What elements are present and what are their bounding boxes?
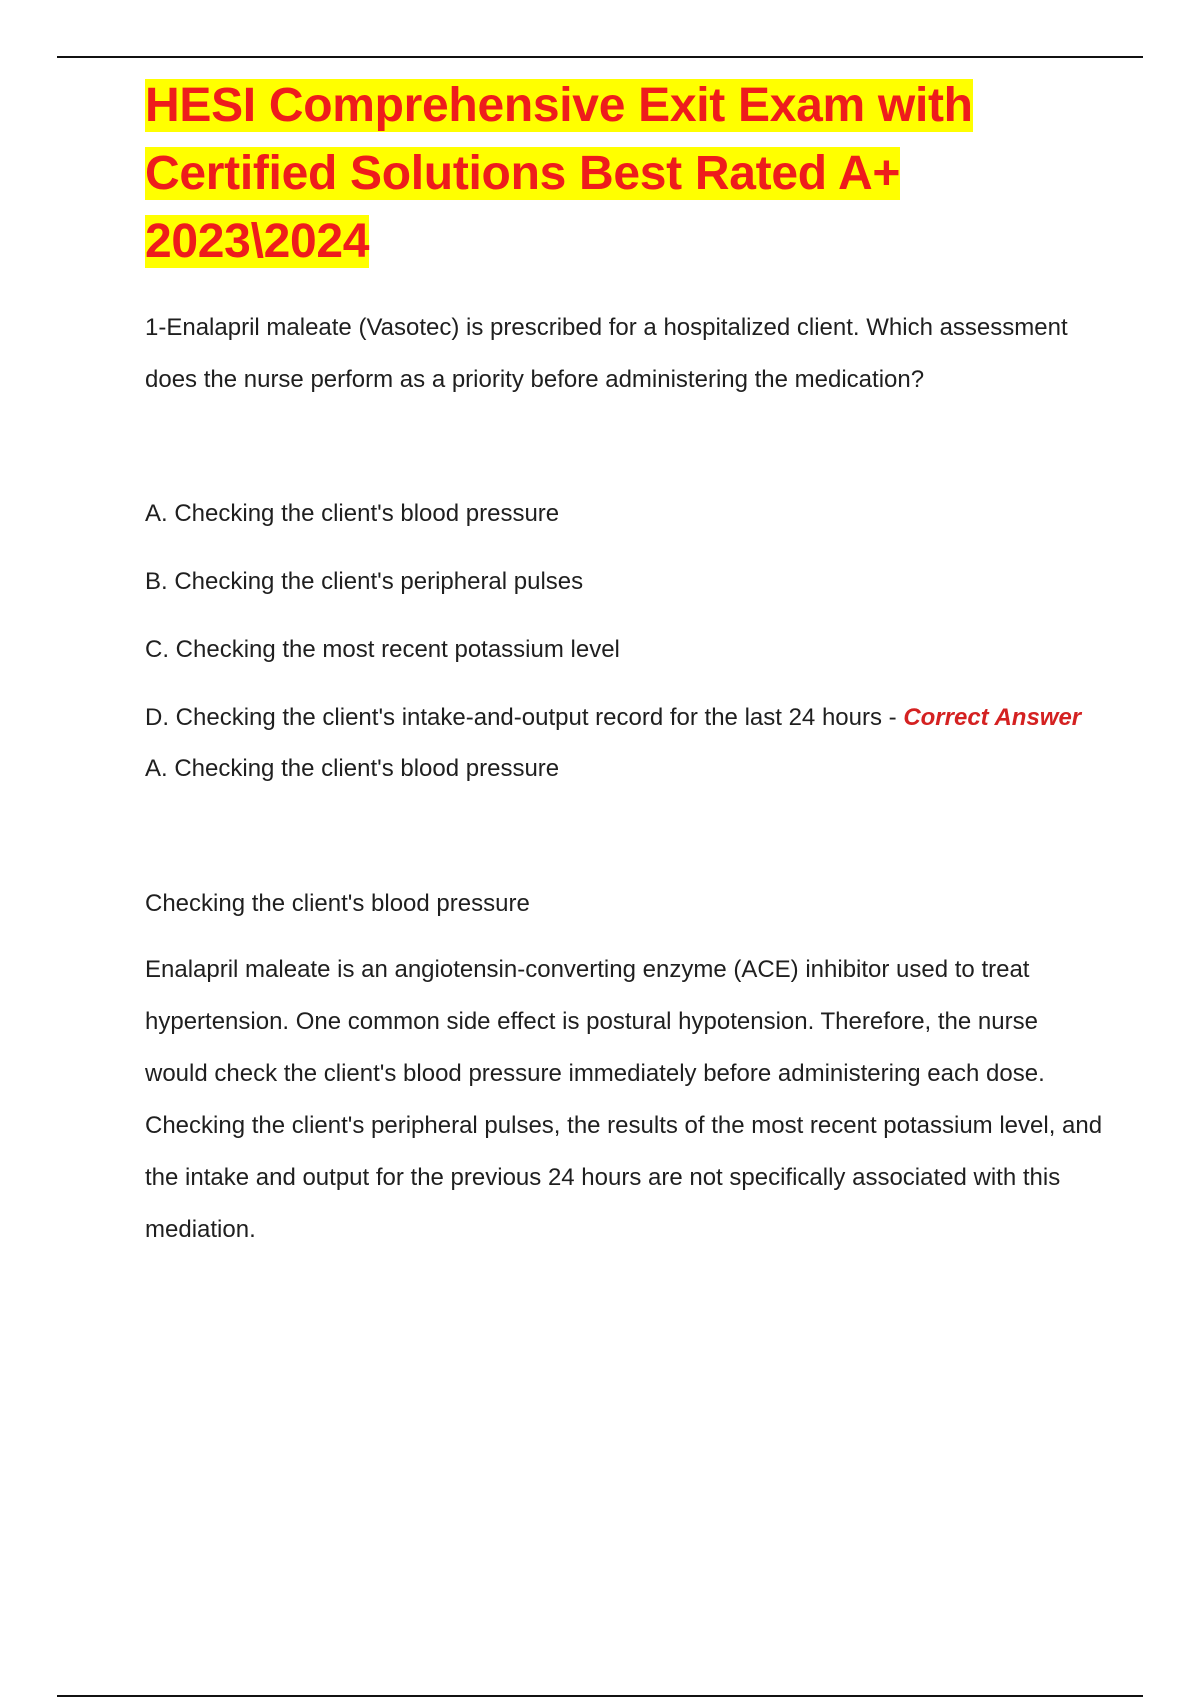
option-c: C. Checking the most recent potassium level (145, 636, 620, 663)
question-text: 1-Enalapril maleate (Vasotec) is prescribed for a hospitalized client. Which assessment does the nurse perform as a priority before administering the medication? (145, 314, 1068, 393)
explanation-text: Enalapril maleate is an angiotensin-converting enzyme (ACE) inhibitor used to treat hypertension. One common side effect is postural hypotension. Therefore, the nurse would check the client's blood pressure immediately before administering each dose. Checking the client's peripheral pulses, the results of the most recent potassium level, and the intake and output for the previous 24 hours are not specifically associated with this mediation. (145, 956, 1103, 1243)
answer-line: Checking the client's blood pressure (145, 890, 530, 917)
option-b: B. Checking the client's peripheral pulses (145, 568, 584, 595)
option-d (145, 692, 1105, 794)
document-body (145, 72, 1105, 1256)
title-highlight: HESI Comprehensive Exit Exam with Certified Solutions Best Rated A+ 2023\2024 (145, 79, 973, 268)
document-title (145, 72, 1105, 276)
bottom-divider (57, 1695, 1143, 1697)
correct-answer-text: A. Checking the client's blood pressure (145, 755, 560, 782)
option-d-text: D. Checking the client's intake-and-output record for the last 24 hours - (145, 704, 897, 731)
correct-answer-label: Correct Answer (903, 704, 1082, 731)
top-divider (57, 56, 1143, 58)
option-a: A. Checking the client's blood pressure (145, 500, 560, 527)
